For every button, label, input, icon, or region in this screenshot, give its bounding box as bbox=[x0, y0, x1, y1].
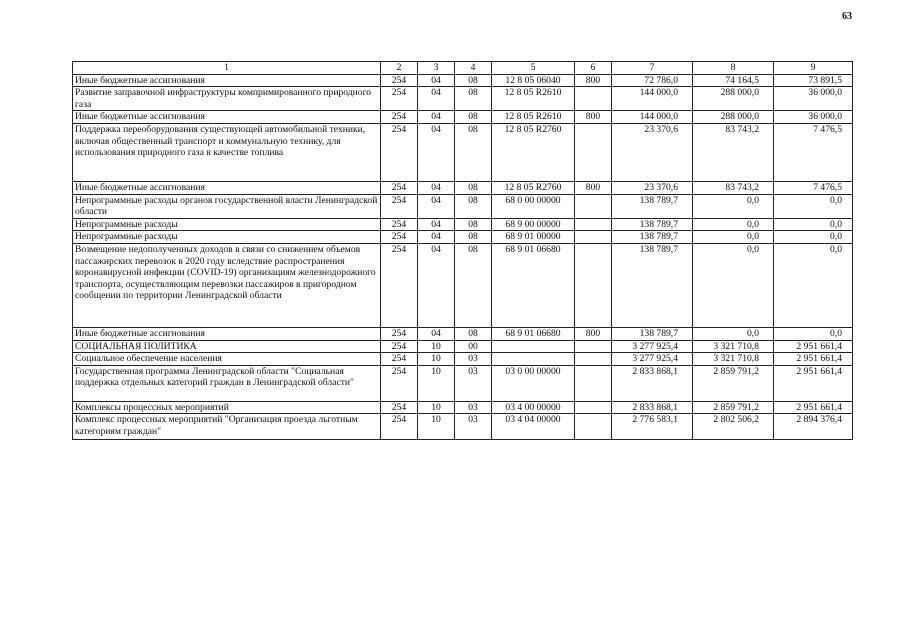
rz-cell: 254 bbox=[381, 401, 418, 414]
amount-2024-cell: 7 476,5 bbox=[774, 181, 853, 194]
vr-cell bbox=[575, 414, 612, 440]
vr-cell bbox=[575, 401, 612, 414]
csr-cell bbox=[492, 340, 575, 353]
rz-cell: 254 bbox=[381, 243, 418, 327]
rz-cell: 254 bbox=[381, 218, 418, 231]
pr-cell: 04 bbox=[418, 123, 455, 181]
row-name-cell: Иные бюджетные ассигнования bbox=[73, 111, 381, 124]
kv-cell: 08 bbox=[455, 231, 492, 244]
kv-cell: 08 bbox=[455, 243, 492, 327]
amount-2023-cell: 83 743,2 bbox=[693, 181, 774, 194]
amount-2024-cell: 73 891,5 bbox=[774, 74, 853, 87]
row-name-cell: Иные бюджетные ассигнования bbox=[73, 327, 381, 340]
vr-cell bbox=[575, 194, 612, 218]
table-row bbox=[73, 327, 853, 340]
row-name-cell: Иные бюджетные ассигнования bbox=[73, 181, 381, 194]
kv-cell: 08 bbox=[455, 218, 492, 231]
column-header: 6 bbox=[575, 62, 612, 75]
amount-2024-cell: 0,0 bbox=[774, 194, 853, 218]
rz-cell: 254 bbox=[381, 87, 418, 111]
vr-cell bbox=[575, 218, 612, 231]
pr-cell: 10 bbox=[418, 353, 455, 366]
amount-2024-cell: 36 000,0 bbox=[774, 87, 853, 111]
table-row bbox=[73, 353, 853, 366]
amount-2024-cell: 2 951 661,4 bbox=[774, 401, 853, 414]
rz-cell: 254 bbox=[381, 181, 418, 194]
amount-2024-cell: 36 000,0 bbox=[774, 111, 853, 124]
amount-2024-cell: 0,0 bbox=[774, 327, 853, 340]
amount-2022-cell: 72 786,0 bbox=[612, 74, 693, 87]
column-header: 5 bbox=[492, 62, 575, 75]
amount-2023-cell: 83 743,2 bbox=[693, 123, 774, 181]
kv-cell: 03 bbox=[455, 414, 492, 440]
csr-cell: 12 8 05 R2610 bbox=[492, 111, 575, 124]
column-header: 3 bbox=[418, 62, 455, 75]
kv-cell: 03 bbox=[455, 365, 492, 401]
csr-cell: 68 9 01 06680 bbox=[492, 243, 575, 327]
table-row bbox=[73, 218, 853, 231]
rz-cell: 254 bbox=[381, 74, 418, 87]
column-header: 8 bbox=[693, 62, 774, 75]
amount-2023-cell: 3 321 710,8 bbox=[693, 340, 774, 353]
table-row bbox=[73, 194, 853, 218]
amount-2022-cell: 23 370,6 bbox=[612, 181, 693, 194]
row-name-cell: Комплексы процессных мероприятий bbox=[73, 401, 381, 414]
kv-cell: 08 bbox=[455, 87, 492, 111]
vr-cell bbox=[575, 123, 612, 181]
row-name-cell: Государственная программа Ленинградской области "Социальная поддержка отдельных категорий граждан в Ленинградской области" bbox=[73, 365, 381, 401]
amount-2022-cell: 3 277 925,4 bbox=[612, 353, 693, 366]
pr-cell: 10 bbox=[418, 340, 455, 353]
vr-cell bbox=[575, 87, 612, 111]
page-number: 63 bbox=[842, 11, 852, 22]
rz-cell: 254 bbox=[381, 111, 418, 124]
csr-cell: 68 9 01 06680 bbox=[492, 327, 575, 340]
column-header: 9 bbox=[774, 62, 853, 75]
kv-cell: 03 bbox=[455, 401, 492, 414]
row-name-cell: СОЦИАЛЬНАЯ ПОЛИТИКА bbox=[73, 340, 381, 353]
table-row bbox=[73, 365, 853, 401]
rz-cell: 254 bbox=[381, 231, 418, 244]
csr-cell: 68 9 01 00000 bbox=[492, 231, 575, 244]
csr-cell: 12 8 05 06040 bbox=[492, 74, 575, 87]
table-row bbox=[73, 414, 853, 440]
rz-cell: 254 bbox=[381, 365, 418, 401]
amount-2024-cell: 2 951 661,4 bbox=[774, 365, 853, 401]
amount-2023-cell: 0,0 bbox=[693, 327, 774, 340]
row-name-cell: Непрограммные расходы органов государственной власти Ленинградской области bbox=[73, 194, 381, 218]
table-row bbox=[73, 87, 853, 111]
pr-cell: 10 bbox=[418, 365, 455, 401]
amount-2024-cell: 0,0 bbox=[774, 231, 853, 244]
pr-cell: 04 bbox=[418, 327, 455, 340]
table-row bbox=[73, 181, 853, 194]
amount-2022-cell: 3 277 925,4 bbox=[612, 340, 693, 353]
row-name-cell: Иные бюджетные ассигнования bbox=[73, 74, 381, 87]
pr-cell: 04 bbox=[418, 111, 455, 124]
amount-2023-cell: 3 321 710,8 bbox=[693, 353, 774, 366]
pr-cell: 04 bbox=[418, 218, 455, 231]
amount-2022-cell: 23 370,6 bbox=[612, 123, 693, 181]
amount-2022-cell: 144 000,0 bbox=[612, 111, 693, 124]
kv-cell: 08 bbox=[455, 181, 492, 194]
table-row bbox=[73, 243, 853, 327]
amount-2022-cell: 2 776 583,1 bbox=[612, 414, 693, 440]
table-row bbox=[73, 123, 853, 181]
csr-cell: 68 0 00 00000 bbox=[492, 194, 575, 218]
kv-cell: 08 bbox=[455, 327, 492, 340]
kv-cell: 08 bbox=[455, 123, 492, 181]
kv-cell: 08 bbox=[455, 74, 492, 87]
pr-cell: 04 bbox=[418, 194, 455, 218]
amount-2022-cell: 2 833 868,1 bbox=[612, 401, 693, 414]
column-header: 4 bbox=[455, 62, 492, 75]
kv-cell: 08 bbox=[455, 111, 492, 124]
column-header: 1 bbox=[73, 62, 381, 75]
amount-2024-cell: 7 476,5 bbox=[774, 123, 853, 181]
amount-2023-cell: 0,0 bbox=[693, 218, 774, 231]
row-name-cell: Возмещение недополученных доходов в связи со снижением объемов пассажирских перевозок в 2020 году вследствие распространения коронавирусной инфекции (COVID-19) организациям железнодорожного транспорта, осуществляющим перевозки пассажиров в пригородном сообщении по территории Ленинградской области bbox=[73, 243, 381, 327]
amount-2022-cell: 138 789,7 bbox=[612, 327, 693, 340]
csr-cell: 12 8 05 R2760 bbox=[492, 123, 575, 181]
csr-cell: 03 4 00 00000 bbox=[492, 401, 575, 414]
vr-cell bbox=[575, 231, 612, 244]
csr-cell: 03 0 00 00000 bbox=[492, 365, 575, 401]
amount-2022-cell: 144 000,0 bbox=[612, 87, 693, 111]
row-name-cell: Непрограммные расходы bbox=[73, 231, 381, 244]
amount-2023-cell: 0,0 bbox=[693, 194, 774, 218]
vr-cell: 800 bbox=[575, 327, 612, 340]
amount-2024-cell: 2 894 376,4 bbox=[774, 414, 853, 440]
csr-cell: 03 4 04 00000 bbox=[492, 414, 575, 440]
amount-2024-cell: 0,0 bbox=[774, 218, 853, 231]
table-row bbox=[73, 74, 853, 87]
amount-2022-cell: 138 789,7 bbox=[612, 231, 693, 244]
pr-cell: 04 bbox=[418, 243, 455, 327]
pr-cell: 04 bbox=[418, 231, 455, 244]
table-row bbox=[73, 111, 853, 124]
rz-cell: 254 bbox=[381, 414, 418, 440]
amount-2024-cell: 2 951 661,4 bbox=[774, 340, 853, 353]
kv-cell: 00 bbox=[455, 340, 492, 353]
vr-cell: 800 bbox=[575, 74, 612, 87]
amount-2023-cell: 288 000,0 bbox=[693, 111, 774, 124]
rz-cell: 254 bbox=[381, 327, 418, 340]
vr-cell bbox=[575, 353, 612, 366]
kv-cell: 03 bbox=[455, 353, 492, 366]
row-name-cell: Социальное обеспечение населения bbox=[73, 353, 381, 366]
budget-table bbox=[72, 61, 853, 440]
row-name-cell: Поддержка переоборудования существующей автомобильной техники, включая общественный транспорт и коммунальную технику, для использования природного газа в качестве топлива bbox=[73, 123, 381, 181]
rz-cell: 254 bbox=[381, 123, 418, 181]
table-row bbox=[73, 231, 853, 244]
amount-2023-cell: 0,0 bbox=[693, 231, 774, 244]
vr-cell: 800 bbox=[575, 181, 612, 194]
column-header: 7 bbox=[612, 62, 693, 75]
vr-cell bbox=[575, 340, 612, 353]
amount-2024-cell: 0,0 bbox=[774, 243, 853, 327]
column-header: 2 bbox=[381, 62, 418, 75]
amount-2023-cell: 2 859 791,2 bbox=[693, 365, 774, 401]
amount-2023-cell: 74 164,5 bbox=[693, 74, 774, 87]
csr-cell: 12 8 05 R2610 bbox=[492, 87, 575, 111]
csr-cell bbox=[492, 353, 575, 366]
vr-cell: 800 bbox=[575, 111, 612, 124]
pr-cell: 10 bbox=[418, 401, 455, 414]
amount-2023-cell: 2 802 506,2 bbox=[693, 414, 774, 440]
vr-cell bbox=[575, 243, 612, 327]
row-name-cell: Развитие заправочной инфраструктуры компримированного природного газа bbox=[73, 87, 381, 111]
amount-2023-cell: 2 859 791,2 bbox=[693, 401, 774, 414]
amount-2022-cell: 138 789,7 bbox=[612, 218, 693, 231]
pr-cell: 04 bbox=[418, 74, 455, 87]
row-name-cell: Комплекс процессных мероприятий "Организация проезда льготным категориям граждан" bbox=[73, 414, 381, 440]
table-row bbox=[73, 340, 853, 353]
amount-2022-cell: 138 789,7 bbox=[612, 194, 693, 218]
amount-2024-cell: 2 951 661,4 bbox=[774, 353, 853, 366]
amount-2023-cell: 0,0 bbox=[693, 243, 774, 327]
column-number-row bbox=[73, 62, 853, 75]
kv-cell: 08 bbox=[455, 194, 492, 218]
pr-cell: 04 bbox=[418, 181, 455, 194]
amount-2022-cell: 2 833 868,1 bbox=[612, 365, 693, 401]
rz-cell: 254 bbox=[381, 194, 418, 218]
amount-2022-cell: 138 789,7 bbox=[612, 243, 693, 327]
table-row bbox=[73, 401, 853, 414]
csr-cell: 68 9 00 00000 bbox=[492, 218, 575, 231]
rz-cell: 254 bbox=[381, 340, 418, 353]
pr-cell: 04 bbox=[418, 87, 455, 111]
rz-cell: 254 bbox=[381, 353, 418, 366]
amount-2023-cell: 288 000,0 bbox=[693, 87, 774, 111]
csr-cell: 12 8 05 R2760 bbox=[492, 181, 575, 194]
vr-cell bbox=[575, 365, 612, 401]
pr-cell: 10 bbox=[418, 414, 455, 440]
row-name-cell: Непрограммные расходы bbox=[73, 218, 381, 231]
